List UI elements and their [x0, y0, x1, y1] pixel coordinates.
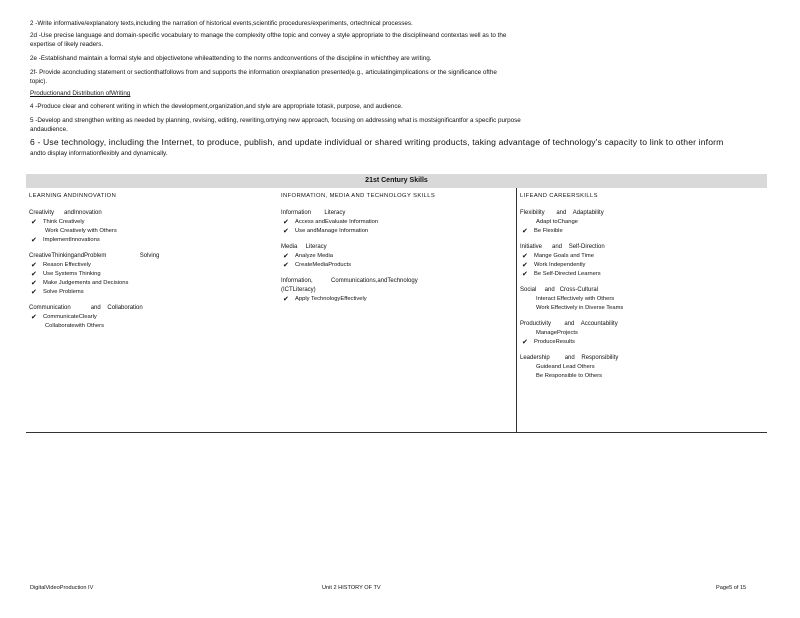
skill-group-title: Leadership and Responsibility [520, 355, 619, 361]
skill-item: Interact Effectively with Others [536, 296, 615, 302]
skill-group [520, 209, 768, 236]
skill-group [281, 209, 514, 236]
section-heading-production: Productionand Distribution ofWriting [30, 90, 131, 97]
standard-5-continued: andaudience. [30, 126, 68, 133]
checked-skill-item: ✔ ImplementInnovations [29, 236, 276, 245]
skill-group [29, 252, 276, 297]
standard-2f: 2f- Provide aconcluding statement or sectionthatfollows from and supports the information orexplanation presented(e.g., articulatingimplications or the significance ofthe [30, 69, 497, 76]
standard-2: 2 -Write informative/explanatory texts,including the narration of historical events,scientific procedures/experiments, ortechnical processes. [30, 20, 413, 27]
skills-table-body [26, 188, 767, 433]
skills-column-heading: LEARNING ANDINNOVATION [29, 193, 117, 199]
skill-group-title: Productivity and Accountability [520, 321, 618, 327]
footer-unit: Unit 2 HISTORY OF TV [322, 585, 381, 591]
skill-item: Work Effectively in Diverse Teams [536, 305, 624, 311]
skill-item: Be Responsible to Others [536, 373, 603, 379]
standard-4: 4 -Produce clear and coherent writing in which the development,organization,and style are appropriate totask, purpose, and audience. [30, 103, 403, 110]
skill-group-title: Flexibility and Adaptability [520, 210, 604, 216]
checked-skill-item: ✔ Access andEvaluate Information [281, 218, 514, 227]
standard-6-continued: andto display informationflexibly and dynamically. [30, 150, 168, 157]
skill-group-title: Creativity andInnovation [29, 210, 102, 216]
skill-group [520, 243, 768, 279]
checked-skill-item: ✔ Use andManage Information [281, 227, 514, 236]
skills-column-information [278, 188, 514, 432]
skill-group [29, 304, 276, 331]
skill-group-title: Communication and Collaboration [29, 305, 143, 311]
skill-group-title: Media Literacy [281, 244, 327, 250]
skill-group [520, 320, 768, 347]
skill-group-title: Initiative and Self-Direction [520, 244, 605, 250]
checked-skill-item: ✔ Think Creatively [29, 218, 276, 227]
skill-item: Guideand Lead Others [536, 364, 595, 370]
standard-2d: 2d -Use precise language and domain-specific vocabulary to manage the complexity ofthe topic and convey a style appropriate to the disciplineand contextas well as to the [30, 32, 507, 39]
footer-course: DigitalVideoProduction IV [30, 585, 94, 591]
skill-item: Work Creatively with Others [45, 228, 117, 234]
skills-column-heading: INFORMATION, MEDIA AND TECHNOLOGY SKILLS [281, 193, 436, 199]
checked-skill-item: ✔ Analyze Media [281, 252, 514, 261]
checked-skill-item: ✔ ProduceResults [520, 338, 768, 347]
skill-group [29, 209, 276, 245]
checked-skill-item: ✔ Mange Goals and Time [520, 252, 768, 261]
standard-2e: 2e -Establishand maintain a formal style and objectivetone whileattending to the norms andconventions of the discipline in whichthey are writing. [30, 55, 432, 62]
checked-skill-item: ✔ Use Systems Thinking [29, 270, 276, 279]
skill-item: ManageProjects [536, 330, 578, 336]
checked-skill-item: ✔ Make Judgements and Decisions [29, 279, 276, 288]
skill-item: Collaboratewith Others [45, 323, 104, 329]
skills-column-heading: LIFEAND CAREERSKILLS [520, 193, 598, 199]
skills-column-life [516, 188, 768, 432]
standard-2f-continued: topic). [30, 78, 48, 85]
checked-skill-item: ✔ Solve Problems [29, 288, 276, 297]
skill-group-title: Social and Cross-Cultural [520, 287, 599, 293]
skill-group [520, 286, 768, 313]
skill-group-title: CreativeThinkingandProblem Solving [29, 253, 160, 259]
standard-2d-continued: expertise of likely readers. [30, 41, 104, 48]
checked-skill-item: ✔ Be Flexible [520, 227, 768, 236]
skills-table [26, 174, 767, 432]
checked-skill-item: ✔ Reason Effectively [29, 261, 276, 270]
skill-group-title: Information, Communications,andTechnology (ICTLiteracy) [281, 278, 418, 293]
standard-5: 5 -Develop and strengthen writing as needed by planning, revising, editing, rewriting,ortrying new approach, focusing on addressing what is mostsignificantfor a specific purpose [30, 117, 521, 124]
skill-group [281, 277, 514, 304]
skill-group [520, 354, 768, 381]
skills-column-learning [26, 188, 276, 432]
checked-skill-item: ✔ CommunicateClearly [29, 313, 276, 322]
checked-skill-item: ✔ CreateMediaProducts [281, 261, 514, 270]
checked-skill-item: ✔ Be Self-Directed Learners [520, 270, 768, 279]
skill-group [281, 243, 514, 270]
skills-table-title: 21st Century Skills [26, 174, 767, 188]
skill-item: Adapt toChange [536, 219, 578, 225]
checked-skill-item: ✔ Apply TechnologyEffectively [281, 295, 514, 304]
standard-6: 6 - Use technology, including the Internet, to produce, publish, and update individual or shared writing products, taking advantage of technology's capacity to link to other inform [30, 137, 724, 147]
footer-page-number: Page5 of 15 [716, 585, 747, 591]
skill-group-title: Information Literacy [281, 210, 346, 216]
checked-skill-item: ✔ Work Independently [520, 261, 768, 270]
